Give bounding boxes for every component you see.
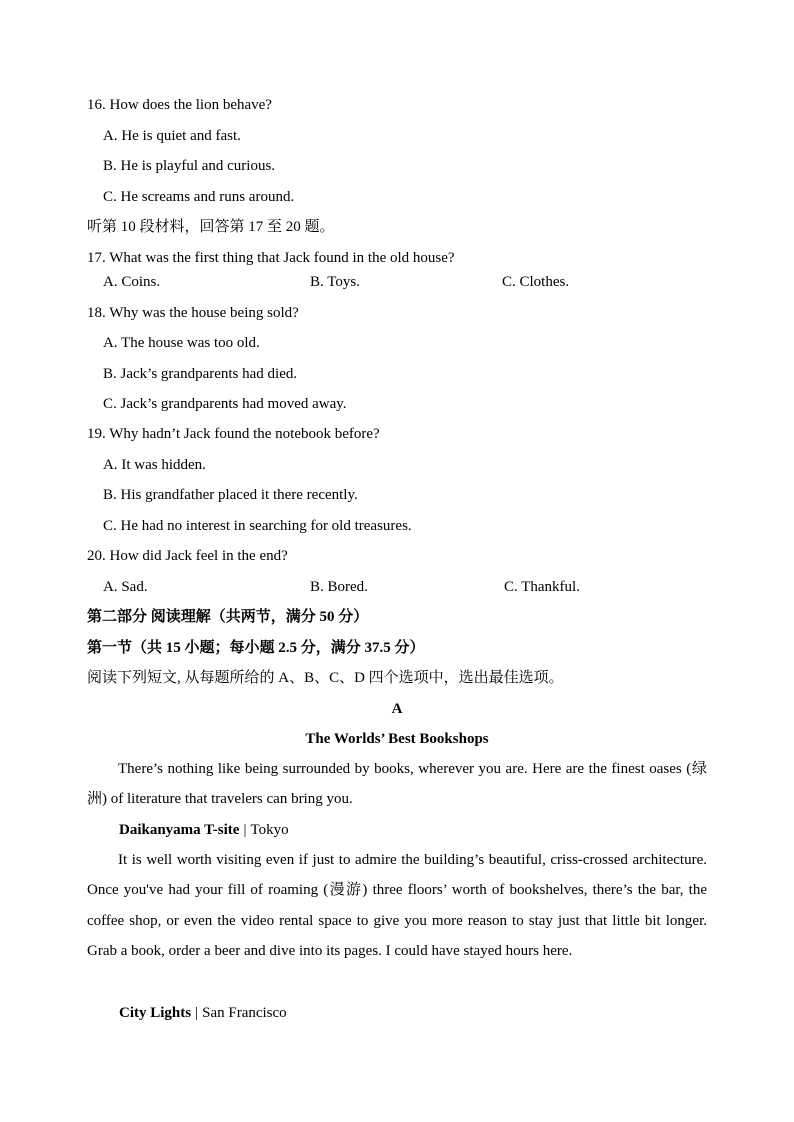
reading-instruction: 阅读下列短文, 从每题所给的 A、B、C、D 四个选项中，选出最佳选项。 — [87, 670, 564, 686]
listening-instruction: 听第 10 段材料，回答第 17 至 20 题。 — [87, 219, 335, 235]
section1-heading: 第一节（共 15 小题；每小题 2.5 分，满分 37.5 分） — [87, 640, 425, 656]
question-20-stem: 20. How did Jack feel in the end? — [87, 548, 288, 564]
question-19-option-b: B. His grandfather placed it there recently. — [103, 487, 358, 503]
shop-name: Daikanyama T-site — [119, 822, 240, 838]
question-17-option-c: C. Clothes. — [502, 274, 570, 290]
shop-city: San Francisco — [202, 1005, 287, 1021]
question-20-option-b: B. Bored. — [310, 579, 368, 595]
question-17-option-a: A. Coins. — [103, 274, 161, 290]
passage-letter: A — [391, 701, 403, 717]
shop-name: City Lights — [119, 1005, 192, 1021]
question-18-option-b: B. Jack’s grandparents had died. — [103, 366, 298, 382]
question-16-stem: 16. How does the lion behave? — [87, 97, 272, 113]
passage-title: The Worlds’ Best Bookshops — [305, 731, 489, 747]
question-20-option-a: A. Sad. — [103, 579, 148, 595]
passage-intro: There’s nothing like being surrounded by books, wherever you are. Here are the finest oases (绿洲) of literature that travelers can bring you. — [87, 761, 707, 808]
question-16-option-b: B. He is playful and curious. — [103, 158, 276, 174]
question-16-option-c: C. He screams and runs around. — [103, 189, 295, 205]
shop-separator: | — [243, 822, 247, 838]
question-16-option-a: A. He is quiet and fast. — [103, 128, 241, 144]
question-19-option-c: C. He had no interest in searching for old treasures. — [103, 518, 412, 534]
question-17-stem: 17. What was the first thing that Jack found in the old house? — [87, 250, 455, 266]
question-19-stem: 19. Why hadn’t Jack found the notebook before? — [87, 426, 380, 442]
question-18-option-a: A. The house was too old. — [103, 335, 260, 351]
question-18-stem: 18. Why was the house being sold? — [87, 305, 299, 321]
question-18-option-c: C. Jack’s grandparents had moved away. — [103, 396, 347, 412]
question-17-option-b: B. Toys. — [310, 274, 360, 290]
part2-heading: 第二部分 阅读理解（共两节，满分 50 分） — [87, 609, 369, 625]
question-20-option-c: C. Thankful. — [504, 579, 580, 595]
shop-heading-1 — [119, 820, 289, 840]
shop-description-1: It is well worth visiting even if just to admire the building’s beautiful, criss-crossed architecture. Once you've had your fill of roaming (漫游) three floors’ worth of bookshelves, there’s the bar, the coffee shop, or even the video rental space to give you more reason to stay just that little bit longer. Grab a book, order a beer and dive into its pages. I could have stayed hours here. — [87, 852, 707, 960]
shop-heading-2 — [119, 1003, 287, 1023]
shop-city: Tokyo — [250, 822, 289, 838]
question-19-option-a: A. It was hidden. — [103, 457, 206, 473]
shop-separator: | — [195, 1005, 199, 1021]
